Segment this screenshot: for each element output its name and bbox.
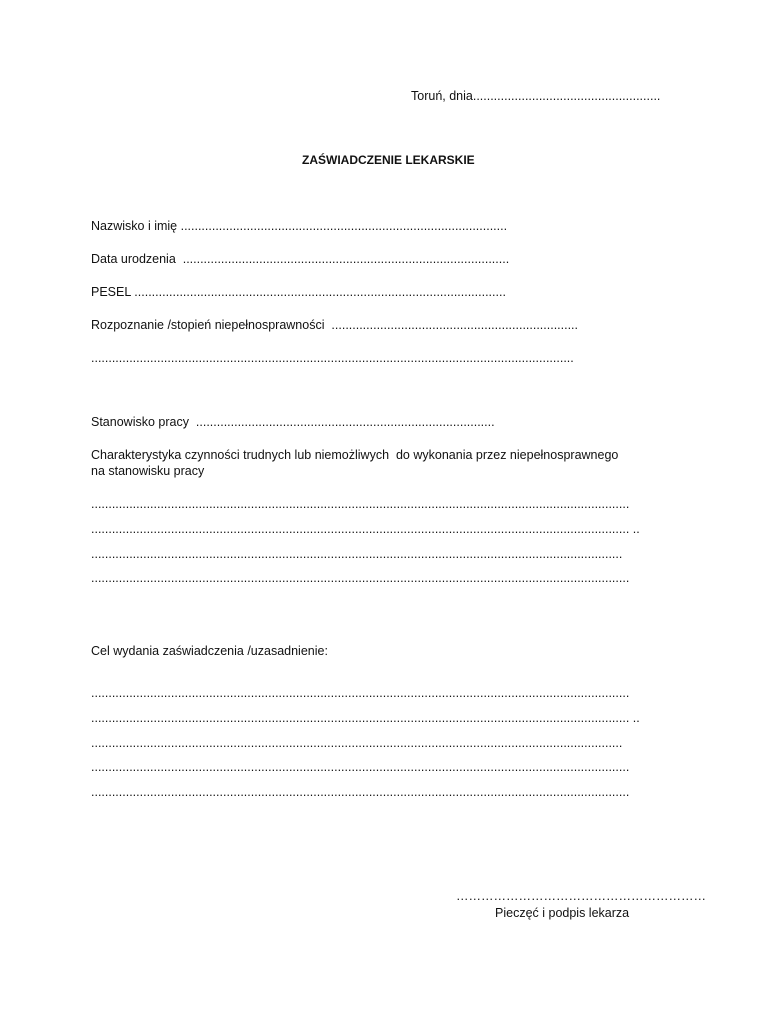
pesel-field: PESEL ...........................................................................................................	[91, 285, 506, 299]
characteristics-label-line2: na stanowisku pracy	[91, 464, 205, 478]
characteristics-label-line1: Charakterystyka czynności trudnych lub niemożliwych do wykonania przez niepełnosprawnego	[91, 448, 619, 462]
characteristics-fill-line: ...........................................................................................................................................................	[91, 497, 630, 511]
name-field: Nazwisko i imię ..............................................................................................	[91, 219, 508, 233]
characteristics-fill-line: ........................................................................................................................................................... ..	[91, 522, 640, 536]
birth-date-field: Data urodzenia ..............................................................................................	[91, 252, 510, 266]
purpose-fill-line: .........................................................................................................................................................	[91, 736, 623, 750]
diagnosis-field: Rozpoznanie /stopień niepełnosprawności .......................................................................	[91, 318, 579, 332]
signature-label: Pieczęć i podpis lekarza	[495, 906, 630, 920]
purpose-fill-line: ...........................................................................................................................................................	[91, 760, 630, 774]
position-field: Stanowisko pracy ......................................................................................	[91, 415, 495, 429]
place-date-line: Toruń, dnia......................................................	[411, 89, 661, 103]
purpose-fill-line: ........................................................................................................................................................... ..	[91, 711, 640, 725]
purpose-label: Cel wydania zaświadczenia /uzasadnienie:	[91, 644, 328, 658]
document-title: ZAŚWIADCZENIE LEKARSKIE	[302, 153, 475, 167]
diagnosis-continuation-line: ...........................................................................................................................................	[91, 351, 574, 365]
purpose-fill-line: ...........................................................................................................................................................	[91, 686, 630, 700]
characteristics-fill-line: ...........................................................................................................................................................	[91, 571, 630, 585]
characteristics-fill-line: .........................................................................................................................................................	[91, 547, 623, 561]
signature-dots: ……………………………………………………	[456, 889, 706, 903]
purpose-fill-line: ...........................................................................................................................................................	[91, 785, 630, 799]
